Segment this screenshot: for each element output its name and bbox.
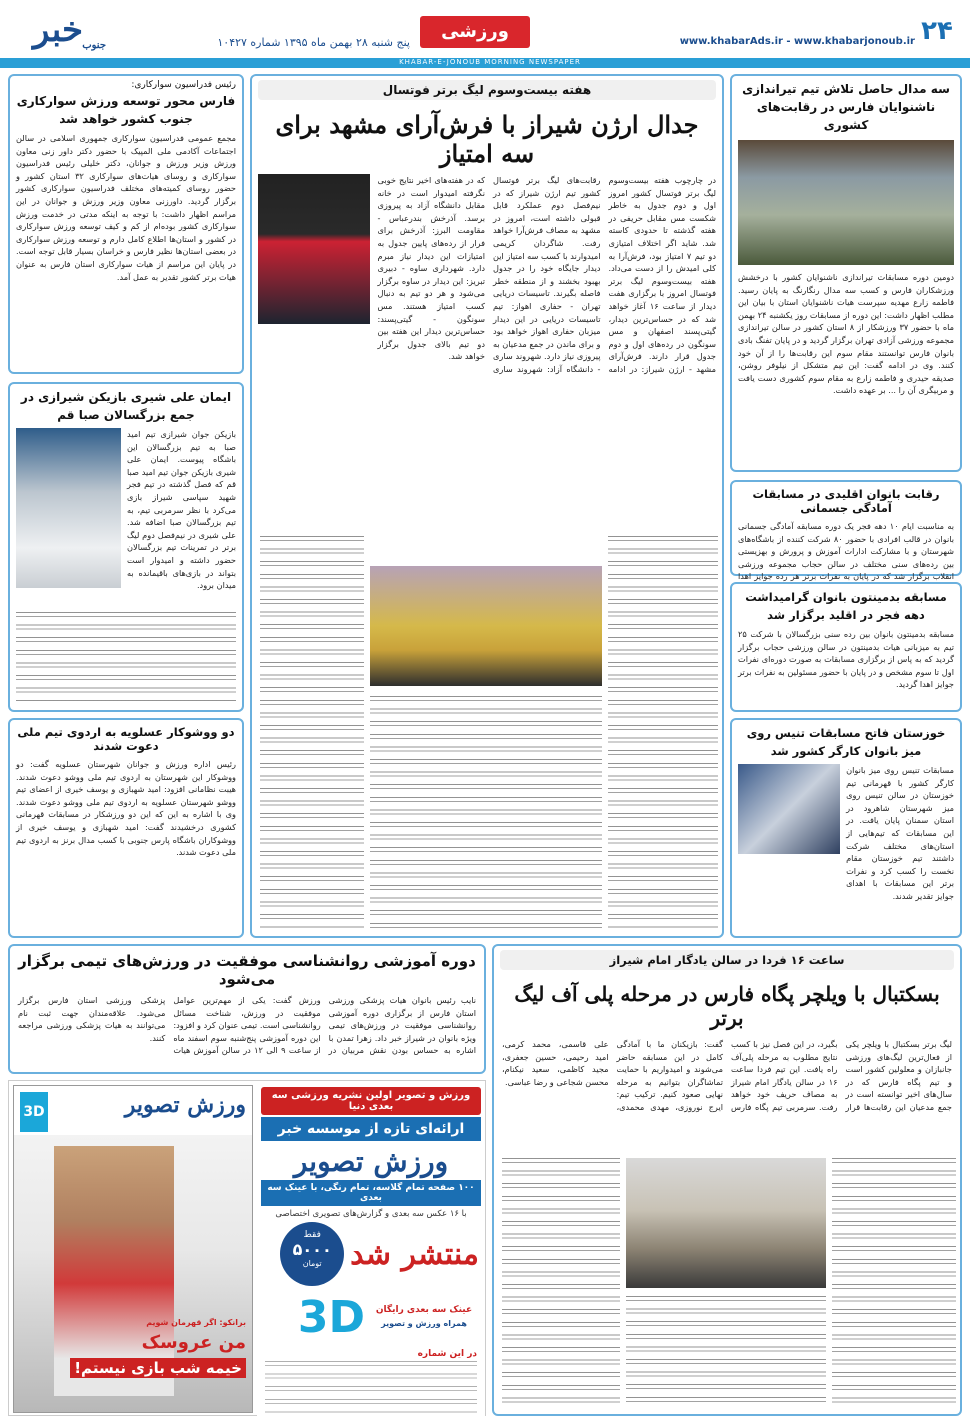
article-kicker: هفته بیست‌وسوم لیگ برتر فوتسال (258, 80, 716, 100)
article-futsal (250, 74, 724, 938)
cover-title-1: من عروسک (141, 1332, 246, 1353)
logo-text: خبر (32, 10, 84, 50)
team-futsal-photo (370, 566, 602, 686)
page-number: ۲۴ (921, 16, 953, 46)
article-title: فارس محور توسعه ورزش سوارکاری جنوب کشور خواهد شد (16, 94, 236, 126)
article-title: سه مدال حاصل تلاش تیم تیراندازی ناشنوایان فارس در رقابت‌های کشوری (742, 82, 950, 132)
body-text-lines (832, 1158, 956, 1408)
cover-3d-badge: 3D (20, 1092, 48, 1132)
article-psychology (8, 944, 486, 1074)
article-body: دومین دوره مسابقات تیراندازی ناشنوایان کشور با درخشش ورزشکاران فارس و کسب سه مدال رنگارنگ به پایان رسید. فاطمه زارع مهدیه سپرست هیات ناشنوایان استان با بیان این مطلب اظهار داشت: این دوره از مسابقات روز یکشنبه ۲۴ بهمن ماه با حضور ۳۷ ورزشکار از ۸ استان کشور در سالن تیراندازی مجموعه ورزشی آزادی تهران برگزار گردید و در پایان تفنگ بادی بانوان فارس توانستند مقام سوم این رقابت‌ها را از آن خود کنند. وی در ادامه گفت: این تیم متشکل از نیلوفر روشن، صدیقه حیدری و فاطمه زارع به مقام سوم کشوری دست یافت و مربیگری آن را ... بر عهده داشت. (738, 272, 954, 396)
ad-brand: ورزش تصویر (293, 1145, 449, 1178)
this-issue-label: در این شماره (417, 1349, 477, 1359)
article-body: مسابقات تنیس روی میز بانوان کارگر کشور با قهرمانی تیم خوزستان در سالن تنیس روی میز شهرستان شاهرود در استان سمنان پایان یافت. در این مسابقات که تیم‌هایی از استان‌های مختلف شرکت داشتند تیم خوزستان مقام نخست را کسب کرد و نفرات برتر این مسابقات با اهدای جوایز تقدیر شدند. (846, 765, 954, 901)
price-value: ۵۰۰۰ (292, 1240, 332, 1259)
ad-headline: ورزش و تصویر اولین نشریه ورزشی سه بعدی دنیا (261, 1087, 481, 1115)
article-kicker: رئیس فدراسیون سوارکاری: (131, 80, 236, 90)
article-player (8, 382, 244, 712)
three-d-logo: 3D (297, 1292, 365, 1343)
logo-subtext: جنوب (82, 40, 106, 51)
article-title: مسابقه بدمینتون بانوان گرامیداشت دهه فجر در اقلید برگزار شد (745, 590, 947, 622)
basketball-photo (626, 1158, 826, 1288)
tennis-photo (738, 764, 840, 854)
article-headline: بسکتبال با ویلچر پگاه فارس در مرحله پلی آف لیگ برتر (514, 982, 940, 1030)
article-wushu (8, 718, 244, 938)
article-title: رقابت بانوان اقلیدی در مسابقات آمادگی جسمانی (752, 487, 940, 515)
advertisement[interactable] (8, 1080, 486, 1416)
glasses-sub: همراه ورزش و تصویر (381, 1319, 467, 1328)
cover-brand: ورزش تصویر (124, 1092, 246, 1118)
ad-text-lines (265, 1361, 477, 1415)
article-title: دو ووشوکار عسلویه به اردوی تیم ملی دعوت شدند (17, 725, 235, 753)
article-body: نایب رئیس بانوان هیات پزشکی ورزشی استان فارس از برگزاری دوره آموزشی روانشناسی موفقیت در ورزش‌های تیمی ویژه بانوان در شیراز خبر داد. زهرا تمدن با اشاره به حساس بودن نقش مربیان در ورزش گفت: یکی از مهم‌ترین عوامل موفقیت در ورزش، شناخت مسائل روانشناسی است. تیمی عنوان کرد و افزود: این دوره آموزشی پنج‌شنبه سوم اسفند ماه از ساعت ۹ الی ۱۲ در سالن آموزش هیات پزشکی ورزشی استان فارس برگزار می‌شود. علاقه‌مندان جهت ثبت نام می‌توانند به هیات پزشکی ورزشی مراجعه کنند. (18, 995, 476, 1056)
article-equestrian (8, 74, 244, 374)
price-currency: تومان (302, 1259, 322, 1268)
article-body: بازیکن جوان شیرازی تیم امید صبا به تیم بزرگسالان این باشگاه پیوست. ایمان علی شیری بازیکن جوان تیم امید صبا قم که فصل گذشته در تیم فجر شهید سپاسی شیراز بازی می‌کرد با نظر سرمربی تیم، به تیم بزرگسالان صبا اضافه شد. علی شیری در نیم‌فصل دوم لیگ برتر در تمرینات تیم بزرگسالان حضور داشته و امیدوار است بتواند در بازی‌های باقیمانده به میدان برود. (127, 429, 236, 591)
date-line: پنج شنبه ۲۸ بهمن ماه ۱۳۹۵ شماره ۱۰۴۲۷ (217, 36, 410, 49)
article-title: ایمان علی شیری بازیکن شیرازی در جمع بزرگسالان صبا قم (20, 390, 232, 422)
article-body: رئیس اداره ورزش و جوانان شهرستان عسلویه گفت: دو ووشوکار این شهرستان به اردوی تیم ملی ووشو دعوت شدند. هیبت نظامانی افزود: امید شهبازی و یوسف خیری از اعضای تیم ووشو شهرستان عسلویه به اردوی تیم ملی ووشو دعوت شدند. وی با اشاره به این که این دو ورزشکار در مسابقات قهرمانی کشوری درخشیدند گفت: امید شهبازی و یوسف خیری از ووشوکاران باشگاه پارس جنوبی با کسب مدال برنز به اردوی تیم ملی دعوت شدند. (16, 759, 236, 858)
body-text-lines (260, 536, 364, 928)
team-photo (738, 140, 954, 265)
band-text: KHABAR-E-JONOUB MORNING NEWSPAPER (399, 58, 581, 66)
body-text-lines (16, 612, 236, 702)
article-fitness (730, 480, 962, 582)
newspaper-logo (8, 10, 108, 56)
body-text-lines (608, 536, 718, 928)
article-body: مسابقه بدمینتون بانوان بین رده سنی بزرگسالان با شرکت ۲۵ تیم به میزبانی هیات بدمینتون در سالن ورزشی حجاب برگزار گردید که به پاس از برگزاری مسابقات به صورت دوره‌ای نفرات اول تا سوم مشخص و در پایان با حضور مسئولین به نفرات برتر جوایز اهدا گردید. (738, 629, 954, 690)
coach-photo (258, 174, 370, 324)
body-text-lines (370, 696, 602, 928)
article-body: مجمع عمومی فدراسیون سوارکاری جمهوری اسلامی در سالن اجتماعات آکادمی ملی المپیک با حضور دکتر داور زنی معاون ورزش وزیر ورزش و جوانان، دکتر خلیلی رئیس فدراسیون سوارکاری و روسای هیات‌های سوارکاری ۳۲ استان کشور و حضور روسای کمیته‌های مختلف فدراسیون سوارکاری کشور برگزار گردید. داورزنی معاون وزیر ورزش و جوانان در این مراسم اظهار داشت: با توجه به اینکه مدتی در خدمت ورزش سوارکاری کشور بوده‌ام از کم و کیف توسعه ورزش سوارکاری در کشور و استان‌ها اطلاع کامل دارم و توسعه ورزش سوارکاری در بعضی استان‌ها نظیر فارس و خراسان بسیار قابل توجه است. در پایان این مراسم از هیات سوارکاری استان فارس به عنوان هیات برتر کشور تقدیر به عمل آمد. (16, 133, 237, 282)
article-headline: جدال ارژن شیراز با فرش‌آرای مشهد برای سه امتیاز (275, 110, 699, 168)
article-badminton (730, 582, 962, 712)
body-text-lines (626, 1296, 826, 1408)
website-link[interactable]: www.khabarAds.ir - www.khabarjonoub.ir (679, 36, 915, 47)
article-body-top: در چارچوب هفته بیست‌وسوم لیگ برتر فوتسال کشور امروز اول و دوم جدول به خاطر شکست مس مقابل حریفی در هفته گذشته تا حدودی کاسته شد. شاید اگر اختلاف امتیازی دو تیم ۷ امتیاز بود، فرش‌آرا به کلی امیدش را از دست می‌داد. هفته بیست‌وسوم لیگ برتر فوتسال امروز با برگزاری هفت دیدار از ساعت ۱۶ آغاز خواهد شد که در حساس‌ترین دیدار، گیتی‌پسند اصفهان و مس سونگون در رده‌های اول و دوم جدول قرار دارند. فرش‌آرای مشهد - ارژن شیراز: در ادامه رقابت‌های لیگ برتر فوتسال کشور تیم ارژن شیراز که در نیم‌فصل دوم عملکرد قابل قبولی داشته است، امروز در مشهد به مصاف فرش‌آرا خواهد رفت. شاگردان کریمی امیدوارند با کسب سه امتیاز این دیدار جایگاه خود را در جدول بهبود بخشند و از منطقه خطر فاصله بگیرند. تاسیسات دریایی تهران - حفاری اهواز: تیم تاسیسات دریایی در این دیدار میزبان حفاری اهواز خواهد بود و برای ماندن در جمع مدعیان به پیروزی نیاز دارد. شهروند ساری - دانشگاه آزاد: شهروند ساری که در هفته‌های اخیر نتایج خوبی نگرفته امیدوار است در خانه مقابل دانشگاه آزاد به پیروزی برسد. آذرخش بندرعباس - مقاومت البرز: آذرخش برای فرار از رده‌های پایین جدول به امتیازات این دیدار نیاز مبرم دارد. شهرداری ساوه - دبیری تبریز: این دیدار در ساوه برگزار می‌شود و هر دو تیم به دنبال کسب امتیاز هستند. مس سونگون - گیتی‌پسند: حساس‌ترین دیدار این هفته بین دو تیم بالای جدول برگزار خواهد شد. (377, 175, 716, 374)
ad-extra: با ۱۶ عکس سه بعدی و گزارش‌های تصویری اختصاصی (275, 1209, 467, 1219)
article-body: لیگ برتر بسکتبال با ویلچر یکی از فعال‌ترین لیگ‌های ورزشی جانبازان و معلولین کشور است و تیم پگاه فارس که در سال‌های اخیر توانسته است در جمع مدعیان این رقابت‌ها قرار بگیرد، در این فصل نیز با کسب نتایج مطلوب به مرحله پلی‌آف راه یافت. این تیم فردا ساعت ۱۶ در سالن یادگار امام شیراز به مصاف حریف خود خواهد رفت. سرمربی تیم پگاه فارس گفت: بازیکنان ما با آمادگی کامل در این مسابقه حاضر می‌شوند و امیدواریم با حمایت تماشاگران بتوانیم به مرحله نهایی صعود کنیم. ترکیب تیم: ایرج نوروزی، مهدی محمدی، علی قاسمی، محمد کرمی، امید رحیمی، حسین جعفری، مجید کاظمی، سعید نیکنام، محسن شجاعی و رضا عباسی. (502, 1039, 952, 1112)
ad-subheadline: ارائه‌ای تازه از موسسه خبر (261, 1117, 481, 1141)
ad-pages: ۱۰۰ صفحه تمام گلاسه، تمام رنگی، با عینک سه بعدی (261, 1180, 481, 1206)
article-title: خوزستان فاتح مسابقات تنیس روی میز بانوان کارگر کشور شد (746, 726, 946, 758)
player-photo (16, 428, 121, 588)
price-badge (280, 1222, 344, 1286)
article-shooting (730, 74, 962, 472)
body-text-lines (502, 1158, 620, 1408)
article-kicker: ساعت ۱۶ فردا در سالن یادگار امام شیراز (500, 950, 954, 970)
glasses-text: عینک سه بعدی رایگان (375, 1305, 473, 1315)
article-wheelchair-basketball (492, 944, 962, 1416)
ad-published: منتشر شد (350, 1236, 479, 1272)
article-body: به مناسبت ایام ۱۰ دهه فجر یک دوره مسابقه آمادگی جسمانی بانوان در قالب افرادی با حضور ۸۰ شرکت کننده از باشگاه‌های شهرستان و با مشارکت ادارات آموزش و پرورش و بهزیستی بین رده‌های سنی مختلف در سالن حجاب مجموعه ورزشی انقلاب برگزار شد که در پایان به نفرات برتر هر رده جوایز اهدا (738, 521, 954, 582)
article-title: دوره آموزشی روانشناسی موفقیت در ورزش‌های تیمی برگزار می‌شود (18, 952, 476, 988)
article-tabletennis (730, 718, 962, 938)
section-label: ورزشی (420, 16, 530, 48)
cover-title-2: خیمه شب بازی نیستم! (70, 1358, 246, 1378)
magazine-cover[interactable] (13, 1085, 253, 1413)
glasses-offer (369, 1304, 479, 1331)
price-label: فقط (303, 1230, 321, 1240)
cover-kicker: برانکو: اگر قهرمان شویم (146, 1318, 246, 1327)
